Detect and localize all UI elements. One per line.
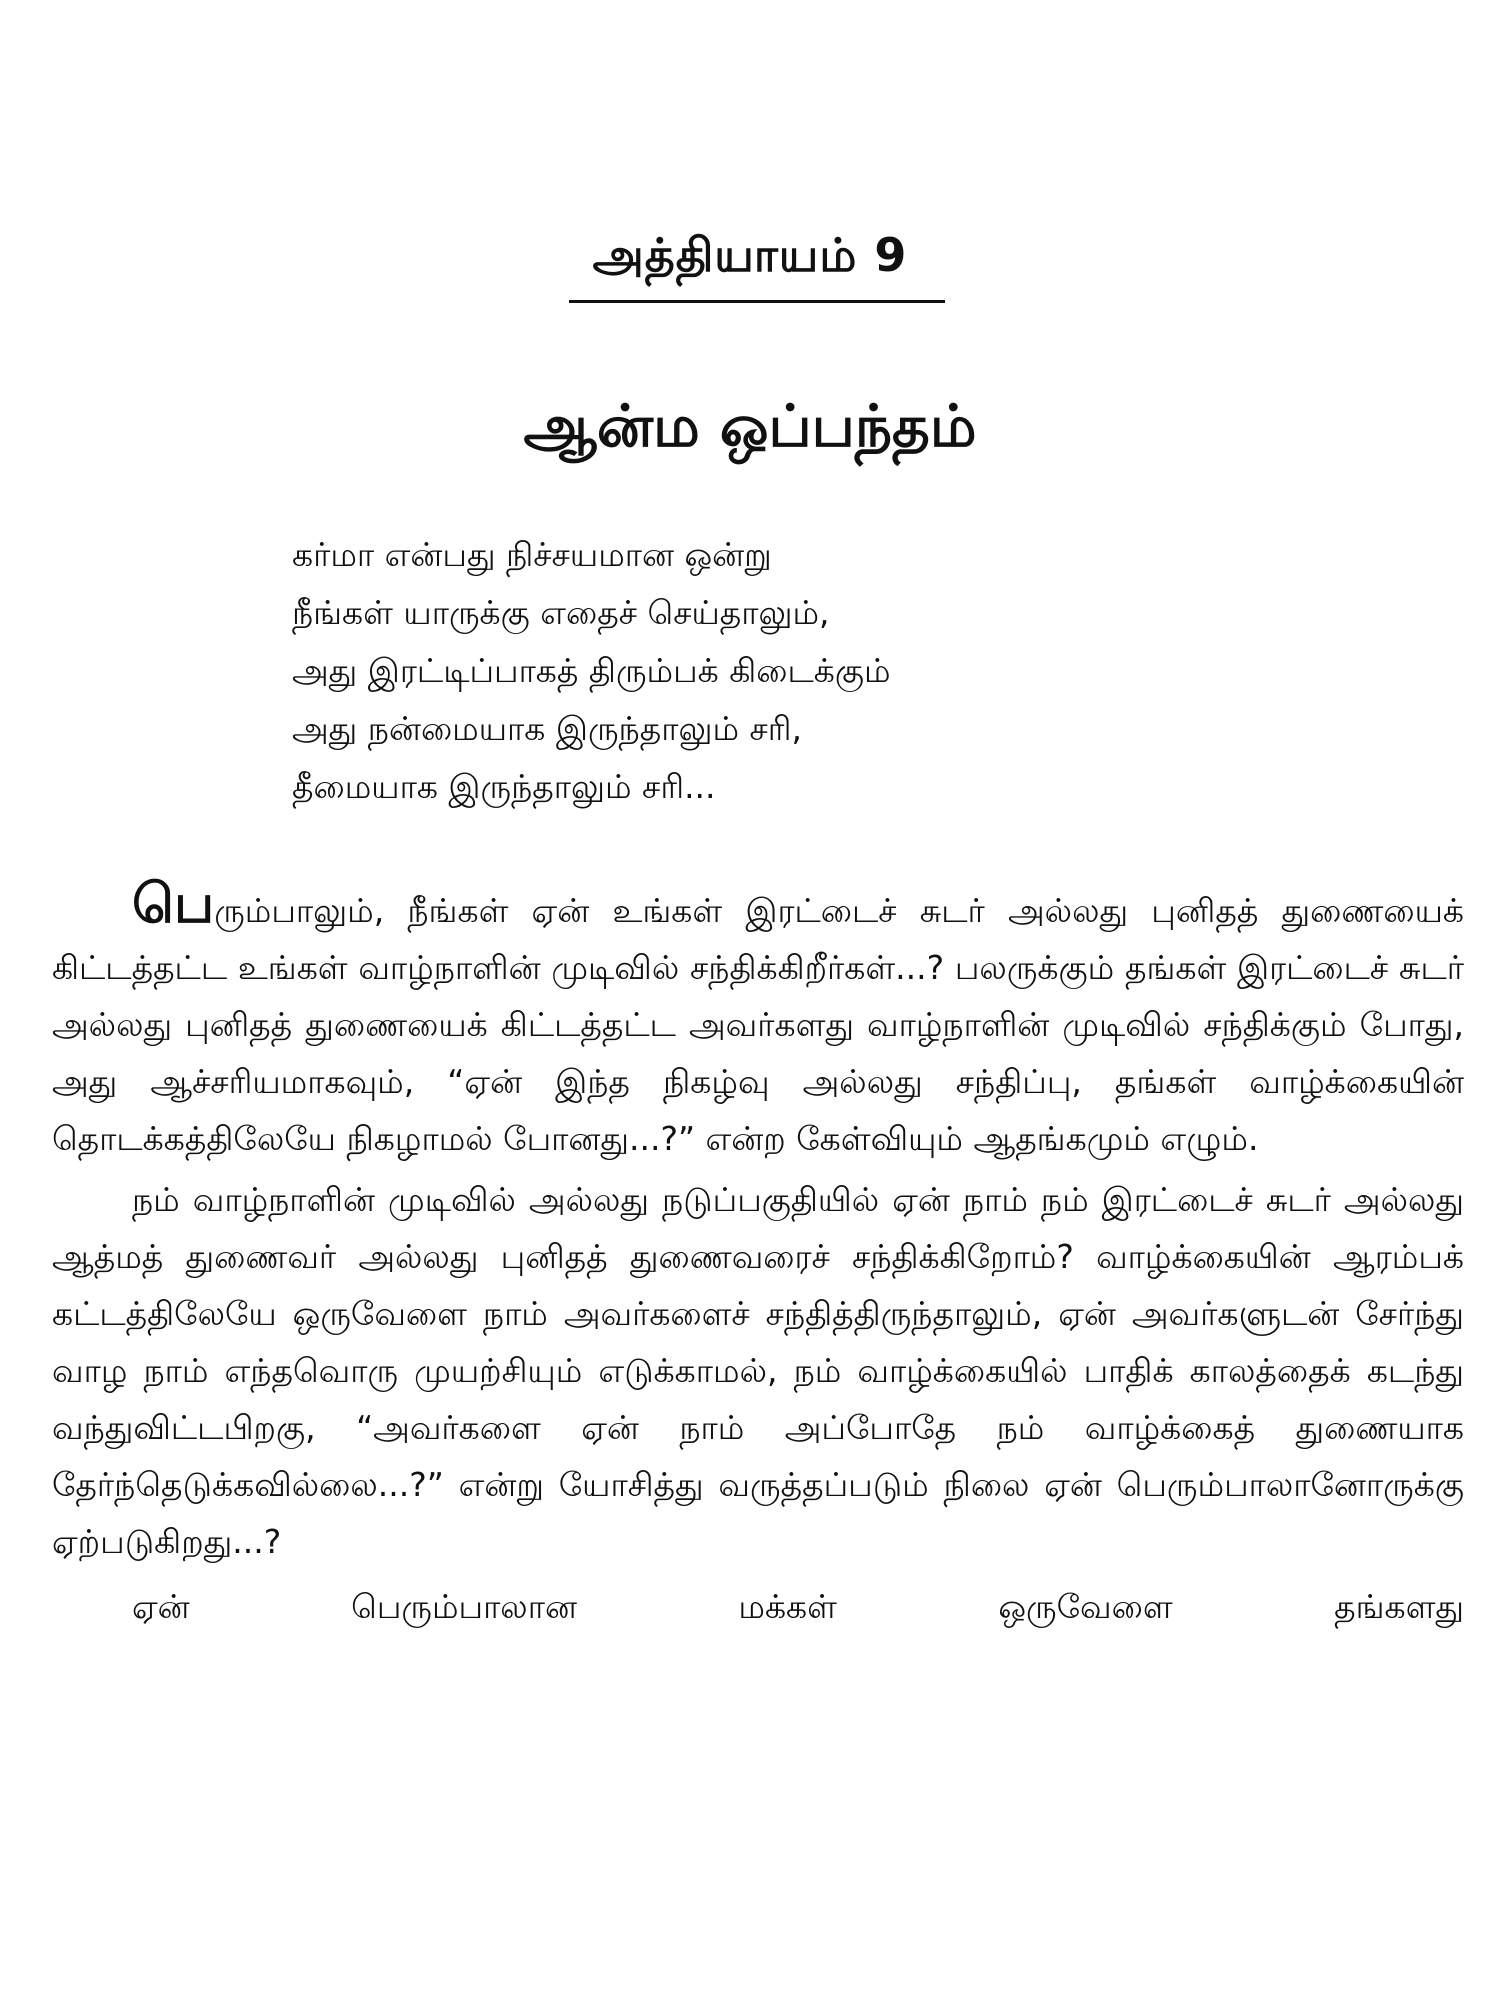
epigraph (292, 526, 1292, 816)
paragraph-1-text: ரும்பாலும், நீங்கள் ஏன் உங்கள் இரட்டைச் சுடர் அல்லது புனிதத் துணையைக் கிட்டத்தட்ட உங்கள் வாழ்நாளின் முடிவில் சந்திக்கிறீர்கள்...? பலருக்கும் தங்கள் இரட்டைச் சுடர் அல்லது புனிதத் துணையைக் கிட்டத்தட்ட அவர்களது வாழ்நாளின் முடிவில் சந்திக்கும் போது, அது ஆச்சரியமாகவும், “ஏன் இந்த நிகழ்வு அல்லது சந்திப்பு, தங்கள் வாழ்க்கையின் தொடக்கத்திலேயே நிகழாமல் போனது...?” என்ற கேள்வியும் ஆதங்கமும் எழும். (52, 891, 1464, 1158)
paragraph-1 (52, 872, 1464, 1167)
epigraph-line: தீமையாக இருந்தாலும் சரி... (292, 767, 716, 806)
epigraph-line: அது நன்மையாக இருந்தாலும் சரி, (292, 709, 803, 748)
epigraph-line: கர்மா என்பது நிச்சயமான ஒன்று (292, 535, 772, 574)
chapter-underline (569, 300, 945, 303)
body-text (52, 872, 1464, 1635)
chapter-label: அத்தியாயம் 9 (592, 228, 908, 282)
epigraph-line: நீங்கள் யாருக்கு எதைச் செய்தாலும், (292, 593, 830, 632)
epigraph-line: அது இரட்டிப்பாகத் திரும்பக் கிடைக்கும் (292, 651, 891, 690)
drop-cap: பெ (132, 872, 215, 935)
paragraph-3: ஏன் பெரும்பாலான மக்கள் ஒருவேளை தங்களது (132, 1587, 1464, 1626)
chapter-title: ஆன்ம ஒப்பந்தம் (523, 392, 977, 460)
paragraph-2: நம் வாழ்நாளின் முடிவில் அல்லது நடுப்பகுதியில் ஏன் நாம் நம் இரட்டைச் சுடர் அல்லது ஆத்மத் துணைவர் அல்லது புனிதத் துணைவரைச் சந்திக்கிறோம்? வாழ்க்கையின் ஆரம்பக் கட்டத்திலேயே ஒருவேளை நாம் அவர்களைச் சந்தித்திருந்தாலும், ஏன் அவர்களுடன் சேர்ந்து வாழ நாம் எந்தவொரு முயற்சியும் எடுக்காமல், நம் வாழ்க்கையில் பாதிக் காலத்தைக் கடந்து வந்துவிட்டபிறகு, “அவர்களை ஏன் நாம் அப்போதே நம் வாழ்க்கைத் துணையாக தேர்ந்தெடுக்கவில்லை...?” என்று யோசித்து வருத்தப்படும் நிலை ஏன் பெரும்பாலானோருக்கு ஏற்படுகிறது...? (52, 1180, 1464, 1561)
